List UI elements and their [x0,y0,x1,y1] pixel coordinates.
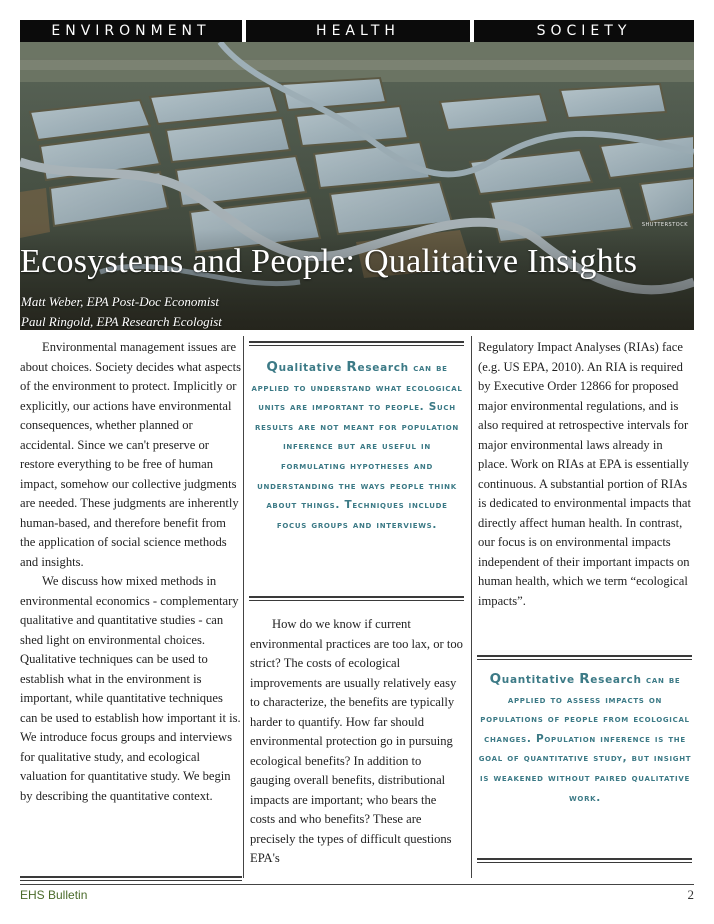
pullquote-bottom-rule [249,596,464,601]
publication-name: EHS Bulletin [20,888,88,902]
pullquote-top-rule [477,655,692,660]
article-title: Ecosystems and People: Qualitative Insights [20,243,638,280]
vertical-column-rule [471,336,472,878]
pullquote-quantitative: Quantitative Research can be applied to assess impacts on populations of people from ecological changes. Population inference is the goal of quantitative study, but insight is weakened without paired qualitative work. [478,671,692,804]
author-byline-1: Matt Weber, EPA Post-Doc Economist [21,294,219,309]
body-paragraph: How do we know if current environmental practices are too lax, or too strict? The costs of ecological improvements are usually relatively easy to characterize, the benefits are typically harder to quantify. How far should environmental protection go in pursuing ecological benefits? In addition to gauging overall benefits, distributional impacts are important; who bears the costs and who benefits? These are precisely the types of difficult questions EPA's [250,617,463,865]
tab-society[interactable]: SOCIETY [474,20,694,42]
pullquote-text: can be applied to assess impacts on populations of people from ecological changes. Population inference is the goal of quantitative study, but insight is weakened without paired qualitative work. [478,674,692,804]
tab-environment[interactable]: ENVIRONMENT [20,20,242,42]
aerial-salt-ponds-photo [20,42,694,330]
article-column-2 [250,615,464,869]
page-number: 2 [687,887,694,902]
tab-health[interactable]: HEALTH [246,20,470,42]
author-byline-2: Paul Ringold, EPA Research Ecologist [21,314,222,329]
body-paragraph: Environmental management issues are about choices. Society decides what aspects of the environment to protect. Implicitly or explicitly, our actions have environmental consequences, whether planned or accidental. Since we can't preserve or restore everything to be free of human impact, somehow our collective judgments are needed. These judgments are inherently human-based, and therefore benefit from the application of social science methods and insights. [20,340,242,569]
body-paragraph: Regulatory Impact Analyses (RIAs) face (e.g. US EPA, 2010). An RIA is required by Executive Order 12866 for proposed major environmental regulations, and is also required at retrospective intervals for major environmental laws already in place. Work on RIAs at EPA is essentially continuous. A substantial portion of RIAs is dedicated to environmental impacts that directly affect human health. In contrast, our focus is on environmental impacts independent of their important impacts on human health, which we term “ecological impacts”. [478,340,691,608]
article-column-1 [20,338,242,806]
hero-image [20,42,694,330]
pullquote-text: can be applied to understand what ecological units are important to people. Such results are not meant for population inference but are useful in formulating hypotheses and understanding the ways people think about things. Techniques include focus groups and interviews. [251,362,463,531]
footer-rule [20,884,694,885]
column-divider-rule [20,876,242,881]
section-nav [20,20,694,42]
pullquote-top-rule [249,341,464,346]
body-paragraph: We discuss how mixed methods in environmental economics - complementary qualitative and quantitative studies - can shed light on environmental choices. Qualitative techniques can be used to establish what in the environment is important, while quantitative techniques can be used to establish how important it is. We introduce focus groups and interviews for qualitative study, and ecological valuation for quantitative study. We begin by describing the quantitative context. [20,574,241,803]
vertical-column-rule [243,336,244,878]
article-column-3 [478,338,692,611]
pullquote-bottom-rule [477,858,692,863]
photo-credit: SHUTTERSTOCK [641,222,688,228]
pullquote-qualitative: Qualitative Research can be applied to understand what ecological units are important to people. Such results are not meant for population inference but are useful in formulating hypotheses and understanding the ways people think about things. Techniques include focus groups and interviews. [251,359,463,531]
